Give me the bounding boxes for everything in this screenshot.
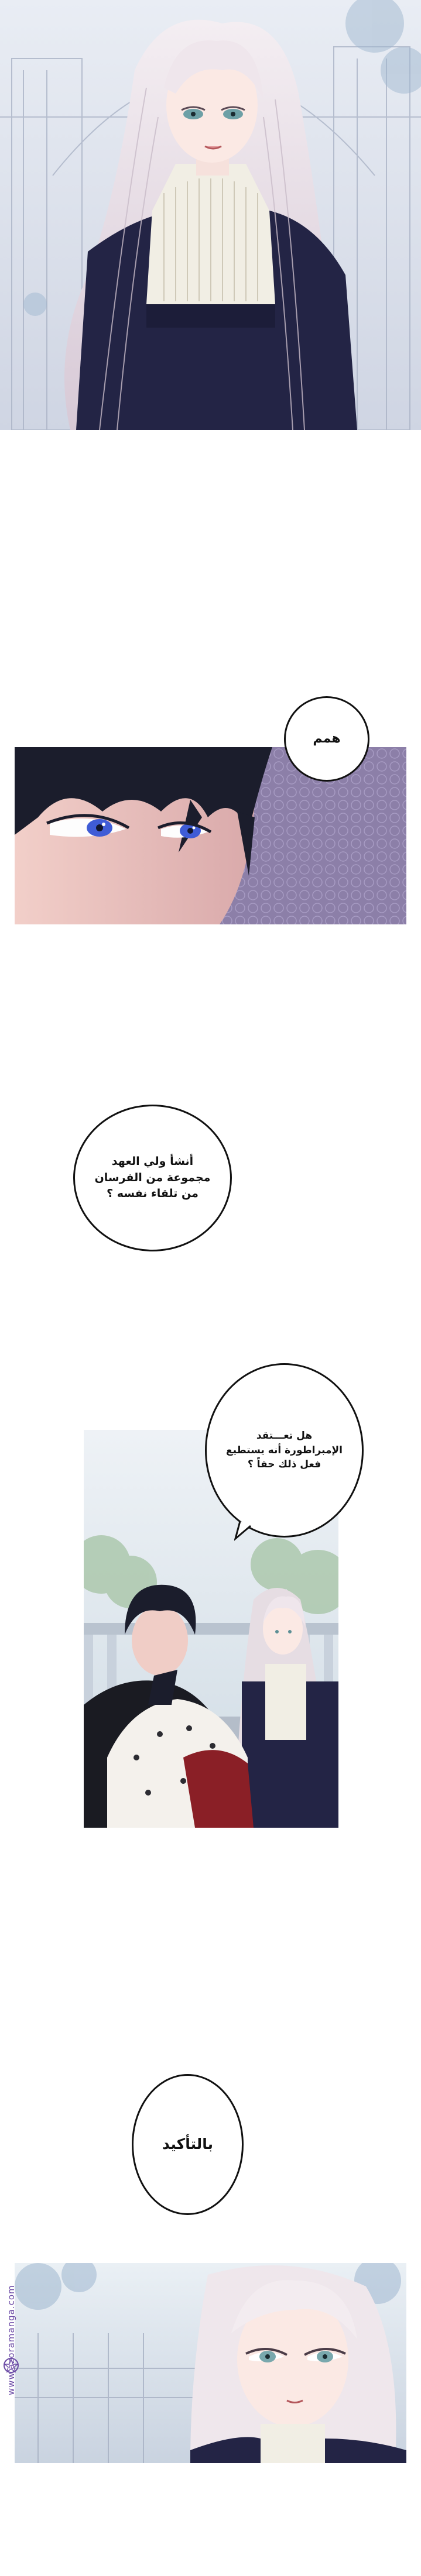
panel-woman-closeup (15, 2263, 406, 2463)
speech-bubble-text: بالتأكيد (162, 2135, 213, 2153)
speech-bubble-text: أنشأ ولي العهد مجموعة من الفرسان من تلقاء نفسه ؟ (94, 1155, 211, 1201)
woman-closeup-illustration (15, 2263, 406, 2463)
watermark-seal-icon (2, 2357, 20, 2374)
speech-bubble-text: هل تعـــتقد الإمبراطورة أنه يستطيع فعل ذلك حقاً ؟ (226, 1430, 343, 1471)
speech-bubble-emperor (205, 1363, 364, 1538)
panel-woman-portrait (0, 0, 421, 430)
speech-bubble-hmm (284, 696, 369, 782)
woman-portrait-illustration (0, 0, 421, 430)
speech-bubble-confirm (132, 2074, 244, 2215)
speech-bubble-knights (73, 1105, 232, 1251)
watermark-text: www.azoramanga.com (6, 2285, 16, 2396)
speech-bubble-tail (234, 1521, 258, 1545)
speech-bubble-text: همم (313, 731, 341, 747)
